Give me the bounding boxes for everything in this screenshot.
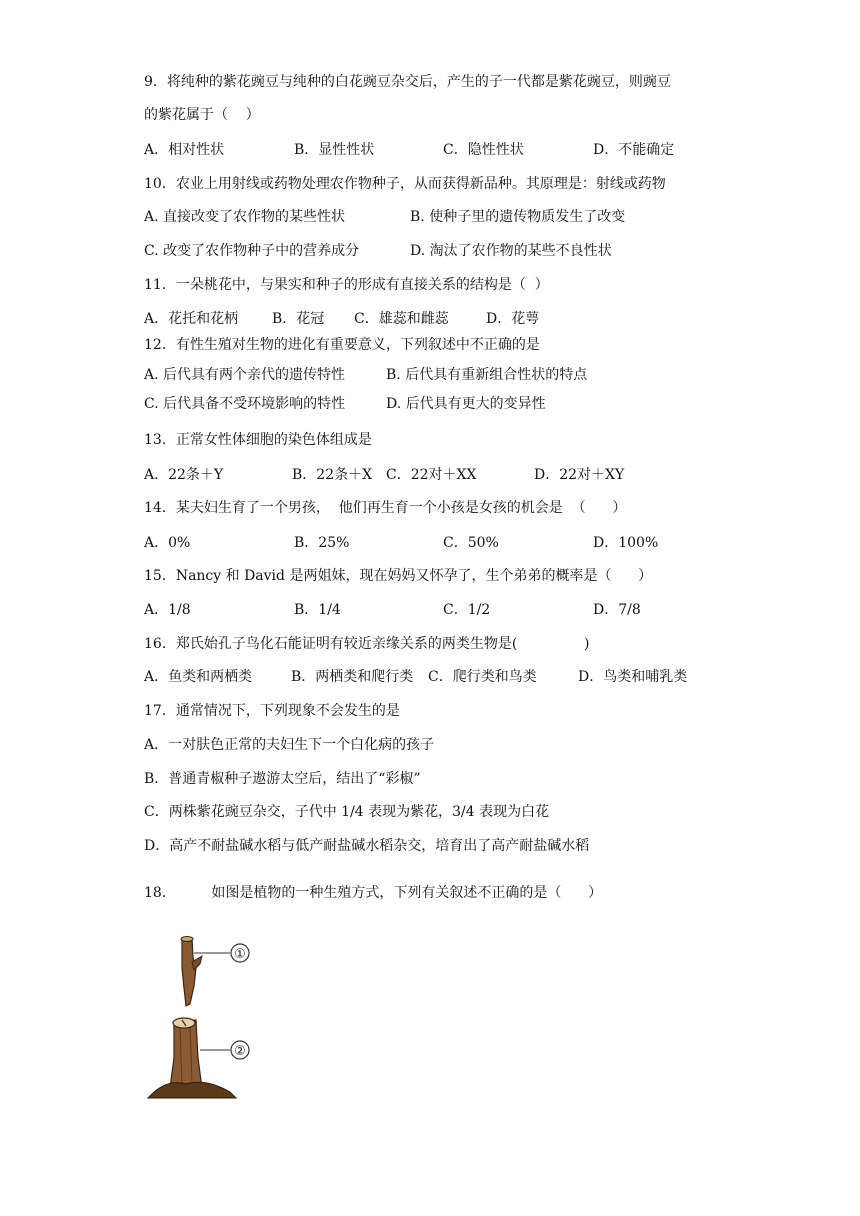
- question-12-stem: 12．有性生殖对生物的进化有重要意义，下列叙述中不正确的是: [144, 337, 540, 353]
- option-c[interactable]: C. 改变了农作物种子中的营养成分: [144, 243, 360, 259]
- label-2: ②: [234, 1044, 246, 1059]
- option-b[interactable]: B. 后代具有重新组合性状的特点: [386, 367, 588, 383]
- rootstock-trunk: [170, 1020, 202, 1088]
- question-13-stem: 13．正常女性体细胞的染色体组成是: [144, 432, 372, 448]
- question-15-stem: 15．Nancy 和 David 是两姐妹，现在妈妈又怀孕了，生个弟弟的概率是（ ）: [144, 568, 653, 584]
- question-17-option-b[interactable]: B．普通青椒种子遨游太空后，结出了“彩椒”: [144, 771, 421, 787]
- option-a[interactable]: A．1/8: [144, 602, 191, 618]
- option-d[interactable]: D．花萼: [486, 311, 540, 327]
- option-a[interactable]: A．鱼类和两栖类: [144, 669, 253, 685]
- option-a[interactable]: A．花托和花柄: [144, 311, 239, 327]
- soil-ground: [148, 1082, 236, 1098]
- option-c[interactable]: C．爬行类和鸟类: [428, 669, 537, 685]
- option-c[interactable]: C．1/2: [443, 602, 491, 618]
- option-a[interactable]: A. 直接改变了农作物的某些性状: [144, 209, 346, 225]
- option-c[interactable]: C．22对＋XX: [386, 467, 477, 483]
- option-b[interactable]: B．花冠: [272, 311, 325, 327]
- question-16-stem: 16．郑氏始孔子鸟化石能证明有较近亲缘关系的两类生物是( ): [144, 636, 590, 652]
- option-d[interactable]: D．7/8: [593, 602, 641, 618]
- question-17-option-a[interactable]: A．一对肤色正常的夫妇生下一个白化病的孩子: [144, 737, 435, 753]
- option-b[interactable]: B. 使种子里的遗传物质发生了改变: [410, 209, 626, 225]
- option-c[interactable]: C. 后代具备不受环境影响的特性: [144, 396, 346, 412]
- question-10-stem: 10．农业上用射线或药物处理农作物种子，从而获得新品种。其原理是：射线或药物: [144, 176, 666, 192]
- option-c[interactable]: C．雄蕊和雌蕊: [354, 311, 449, 327]
- option-d[interactable]: D．22对＋XY: [534, 467, 625, 483]
- question-17-option-d[interactable]: D．高产不耐盐碱水稻与低产耐盐碱水稻杂交，培育出了高产耐盐碱水稻: [144, 838, 590, 854]
- option-a[interactable]: A．0%: [144, 535, 191, 551]
- grafting-illustration: [146, 928, 266, 1103]
- option-c[interactable]: C．50%: [443, 535, 499, 551]
- option-b[interactable]: B．1/4: [294, 602, 341, 618]
- option-d[interactable]: D．100%: [593, 535, 659, 551]
- option-a[interactable]: A．相对性状: [144, 142, 225, 158]
- question-17-option-c[interactable]: C．两株紫花豌豆杂交，子代中 1/4 表现为紫花，3/4 表现为白花: [144, 804, 550, 820]
- grafting-figure: [146, 928, 266, 1103]
- option-b[interactable]: B．显性性状: [294, 142, 375, 158]
- option-b[interactable]: B．25%: [294, 535, 350, 551]
- scion-branch: [182, 938, 196, 1006]
- label-1: ①: [234, 947, 246, 962]
- option-d[interactable]: D．鸟类和哺乳类: [578, 669, 688, 685]
- question-17-stem: 17．通常情况下，下列现象不会发生的是: [144, 703, 400, 719]
- question-9-stem-cont: 的紫花属于（ ）: [144, 107, 260, 123]
- question-11-stem: 11．一朵桃花中，与果实和种子的形成有直接关系的结构是（ ）: [144, 277, 549, 293]
- option-d[interactable]: D. 淘汰了农作物的某些不良性状: [410, 243, 612, 259]
- option-a[interactable]: A. 后代具有两个亲代的遗传特性: [144, 367, 346, 383]
- option-c[interactable]: C．隐性性状: [443, 142, 524, 158]
- option-a[interactable]: A．22条＋Y: [144, 467, 224, 483]
- option-b[interactable]: B．22条＋X: [292, 467, 373, 483]
- question-18-stem: 18． 如图是植物的一种生殖方式，下列有关叙述不正确的是（ ）: [144, 885, 603, 901]
- option-d[interactable]: D．不能确定: [593, 142, 675, 158]
- option-b[interactable]: B．两栖类和爬行类: [291, 669, 414, 685]
- option-d[interactable]: D. 后代具有更大的变异性: [386, 396, 546, 412]
- question-14-stem: 14．某夫妇生育了一个男孩， 他们再生育一个小孩是女孩的机会是 （ ）: [144, 500, 627, 516]
- question-9-stem: 9．将纯种的紫花豌豆与纯种的白花豌豆杂交后，产生的子一代都是紫花豌豆，则豌豆: [144, 74, 671, 90]
